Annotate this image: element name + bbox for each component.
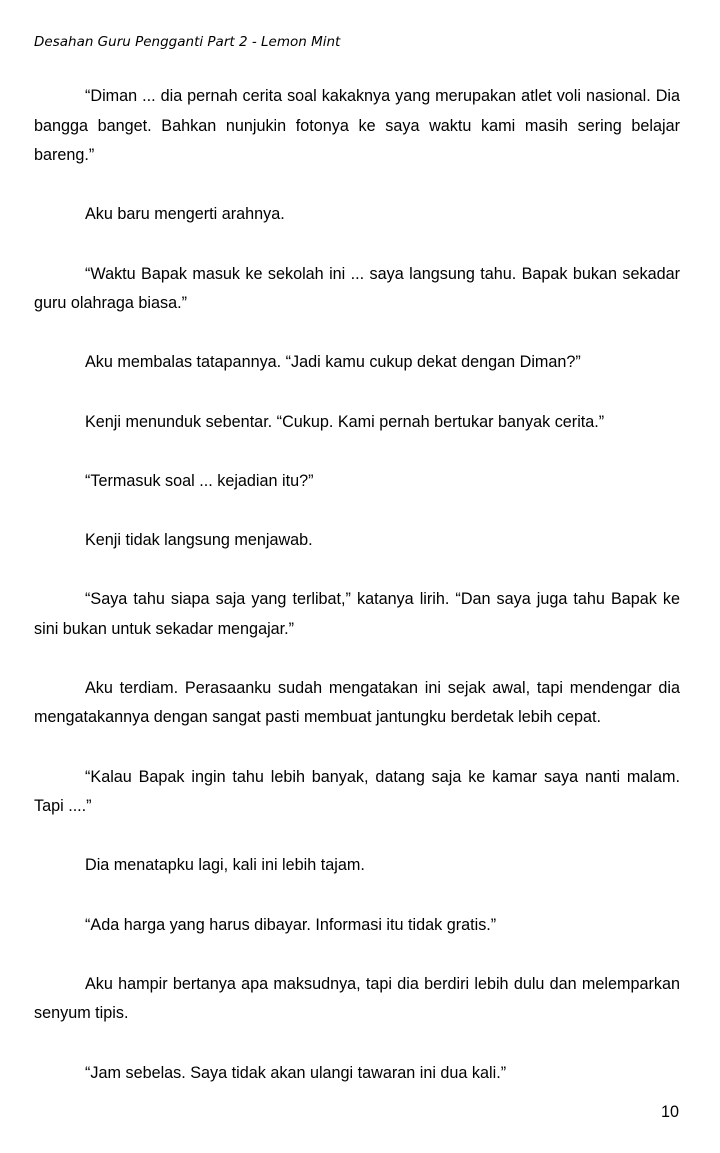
paragraph: “Waktu Bapak masuk ke sekolah ini ... saya langsung tahu. Bapak bukan sekadar guru olahraga biasa.” xyxy=(34,264,680,313)
paragraph: Aku terdiam. Perasaanku sudah mengatakan ini sejak awal, tapi mendengar dia mengatakannya dengan sangat pasti membuat jantungku berdetak lebih cepat. xyxy=(34,678,680,727)
paragraph: “Termasuk soal ... kejadian itu?” xyxy=(85,471,314,490)
paragraph: Kenji menunduk sebentar. “Cukup. Kami pernah bertukar banyak cerita.” xyxy=(85,412,605,431)
paragraph: “Diman ... dia pernah cerita soal kakaknya yang merupakan atlet voli nasional. Dia bangga banget. Bahkan nunjukin fotonya ke saya waktu kami masih sering belajar bareng.” xyxy=(34,87,680,165)
paragraph: Kenji tidak langsung menjawab. xyxy=(85,530,313,549)
paragraph: “Jam sebelas. Saya tidak akan ulangi tawaran ini dua kali.” xyxy=(85,1063,507,1082)
paragraph: Aku hampir bertanya apa maksudnya, tapi dia berdiri lebih dulu dan melemparkan senyum tipis. xyxy=(34,974,680,1023)
running-header-title: Desahan Guru Pengganti Part 2 - Lemon Mint xyxy=(34,34,341,50)
paragraph: “Ada harga yang harus dibayar. Informasi itu tidak gratis.” xyxy=(85,915,497,934)
paragraph: Aku membalas tatapannya. “Jadi kamu cukup dekat dengan Diman?” xyxy=(85,353,581,372)
paragraph: “Kalau Bapak ingin tahu lebih banyak, datang saja ke kamar saya nanti malam. Tapi ....” xyxy=(34,767,680,816)
paragraph: Aku baru mengerti arahnya. xyxy=(85,205,285,224)
paragraph: “Saya tahu siapa saja yang terlibat,” katanya lirih. “Dan saya juga tahu Bapak ke sini bukan untuk sekadar mengajar.” xyxy=(34,590,680,638)
paragraph: Dia menatapku lagi, kali ini lebih tajam. xyxy=(85,856,365,875)
page-number: 10 xyxy=(660,1103,679,1121)
body-text xyxy=(34,82,680,1118)
